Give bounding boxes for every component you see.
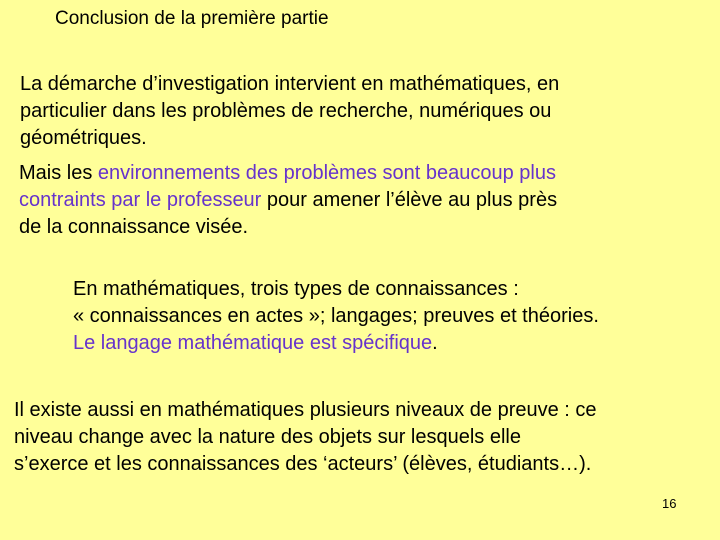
paragraph-line: Il existe aussi en mathématiques plusieurs niveaux de preuve : ce	[14, 399, 597, 421]
paragraph-line: géométriques.	[20, 127, 147, 149]
text-run: Mais les	[19, 162, 98, 184]
highlighted-text: environnements des problèmes sont beaucoup plus	[97, 162, 556, 184]
paragraph-line: En mathématiques, trois types de connaissances :	[73, 278, 519, 300]
paragraph-line	[19, 187, 557, 214]
highlighted-text: Le langage mathématique est spécifique	[73, 332, 433, 354]
paragraph-line: « connaissances en actes »; langages; preuves et théories.	[73, 305, 599, 327]
slide-title: Conclusion de la première partie	[55, 8, 329, 29]
paragraph-line	[19, 160, 557, 187]
paragraph-line: La démarche d’investigation intervient en mathématiques, en	[20, 73, 560, 95]
page-number: 16	[662, 496, 677, 511]
paragraph-investigation	[20, 71, 559, 152]
paragraph-line: particulier dans les problèmes de recherche, numériques ou	[20, 100, 552, 122]
paragraph-knowledge-types	[73, 276, 599, 357]
highlighted-text: contraints par le professeur	[19, 189, 262, 211]
text-run: .	[432, 332, 438, 354]
text-run: pour amener l’élève au plus près	[261, 189, 558, 211]
paragraph-line: niveau change avec la nature des objets sur lesquels elle	[14, 426, 521, 448]
paragraph-proof-levels	[14, 397, 597, 478]
paragraph-line: s’exerce et les connaissances des ‘acteurs’ (élèves, étudiants…).	[14, 453, 592, 475]
paragraph-environments	[19, 160, 557, 241]
paragraph-line: de la connaissance visée.	[19, 216, 249, 238]
paragraph-line	[73, 330, 599, 357]
